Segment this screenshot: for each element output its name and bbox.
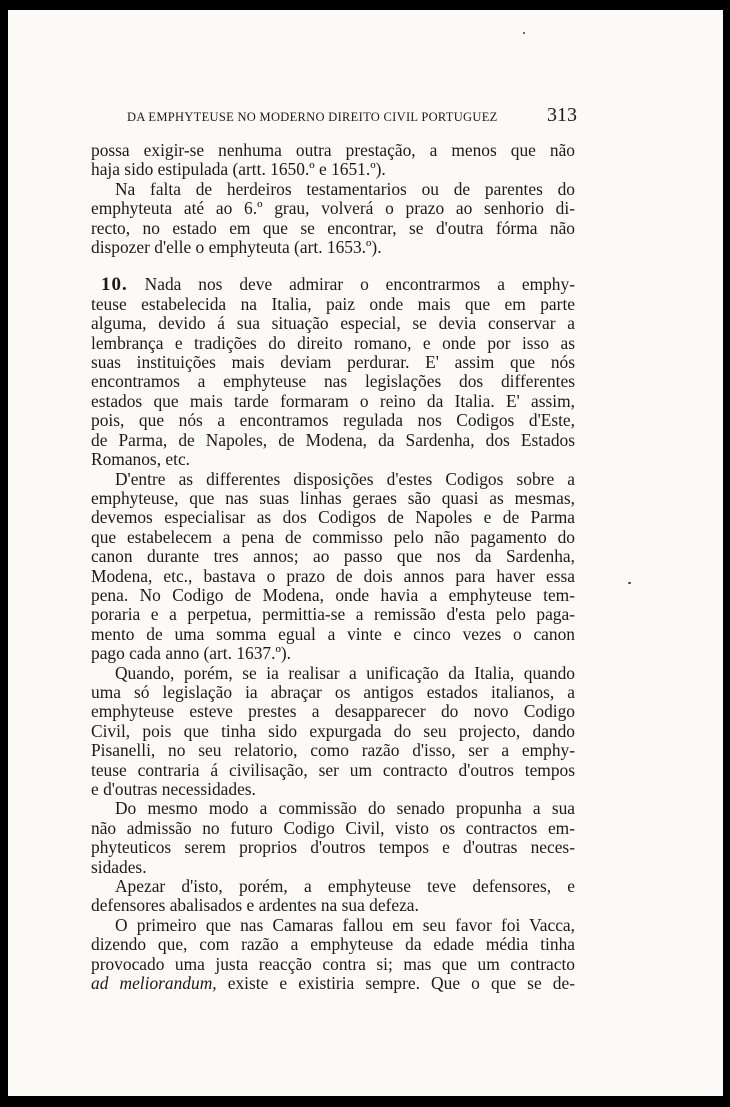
- text-line: Civil, pois que tinha sido expurgada do seu projecto, dando: [91, 720, 575, 741]
- paragraph-defenders: [91, 877, 575, 916]
- text-line: Do mesmo modo a commissão do senado propunha a sua: [115, 798, 575, 819]
- book-page: [8, 10, 723, 1096]
- text-line: emphyteuse esteve prestes a desapparecer do novo Codigo: [91, 701, 575, 722]
- page-header: [127, 104, 587, 130]
- text-line: provocado uma justa reacção contra si; mas que um contracto: [91, 953, 575, 974]
- text-line: phyteuticos serem proprios d'outros tempos e d'outras neces-: [91, 837, 575, 858]
- text-line: Romanos, etc.: [91, 449, 191, 470]
- text-line: não admissão no futuro Codigo Civil, visto os contractos em-: [91, 817, 575, 838]
- text-line: e d'outras necessidades.: [91, 779, 256, 799]
- text-line: emphyteuse, que nas suas linhas geraes são quasi as mesmas,: [91, 487, 575, 508]
- print-speck: [523, 32, 525, 34]
- print-speck: [628, 582, 631, 584]
- text-line: que estabelecem a pena de commisso pelo não pagamento do: [91, 526, 575, 547]
- text-line: Pisanelli, no seu relatorio, como razão d'isso, ser a emphy-: [91, 740, 575, 761]
- paragraph-senate: [91, 799, 575, 877]
- text-line: recto, no estado em que se encontrar, se d'outra fórma não: [91, 217, 575, 238]
- text-line: dizendo que, com razão a emphyteuse da edade média tinha: [91, 934, 575, 955]
- text-line: pena. No Codigo de Modena, onde havia a emphyteuse tem-: [91, 584, 575, 605]
- text-line: uma só legislação ia abraçar os antigos estados italianos, a: [91, 681, 575, 702]
- text-line: canon durante tres annos; ao passo que nos da Sardenha,: [91, 546, 575, 567]
- line-remainder: existe e existiria sempre. Que o que se de-: [216, 973, 575, 994]
- text-line: teuse estabelecida na Italia, paiz onde mais que em parte: [91, 293, 575, 314]
- paragraph-vacca: [91, 916, 575, 994]
- text-line: alguma, devido á sua situação especial, se devia conservar a: [91, 313, 575, 334]
- text-line: [91, 275, 575, 294]
- paragraph-heirs: [91, 180, 575, 258]
- text-line: Na falta de herdeiros testamentarios ou de parentes do: [115, 178, 575, 199]
- text-line: Apezar d'isto, porém, a emphyteuse teve defensores, e: [115, 876, 575, 897]
- text-line: haja sido estipulada (artt. 1650.º e 1651.º).: [91, 159, 386, 180]
- text-line: devemos especialisar as dos Codigos de Napoles e de Parma: [91, 507, 575, 528]
- text-line: defensores abalisados e ardentes na sua defeza.: [91, 895, 419, 916]
- text-line: poraria e a perpetua, permittia-se a remissão d'esta pelo paga-: [91, 604, 575, 625]
- body-text: [91, 141, 575, 993]
- text-line: sidades.: [91, 856, 147, 877]
- text-line: encontramos a emphyteuse nas legislações dos differentes: [91, 371, 575, 392]
- section-first-line: Nada nos deve admirar o encontrarmos a emphy-: [144, 274, 575, 295]
- text-line: mento de uma somma egual a vinte e cinco vezes o canon: [91, 623, 575, 644]
- text-line: pois, que nós a encontramos regulada nos Codigos d'Este,: [91, 410, 575, 431]
- text-line: emphyteuta até ao 6.º grau, volverá o prazo ao senhorio di-: [91, 198, 575, 219]
- text-line: estados que mais tarde formaram o reino da Italia. E' assim,: [91, 390, 575, 411]
- text-line: D'entre as differentes disposições d'estes Codigos sobre a: [115, 468, 575, 489]
- page-number: 313: [547, 104, 577, 126]
- text-line: dispozer d'elle o emphyteuta (art. 1653.º).: [91, 237, 382, 258]
- text-line: de Parma, de Napoles, de Modena, da Sardenha, dos Estados: [91, 429, 575, 450]
- section-number: 10.: [101, 274, 128, 296]
- running-title: DA EMPHYTEUSE NO MODERNO DIREITO CIVIL PORTUGUEZ: [127, 110, 498, 124]
- text-line: lembrança e tradições do direito romano, e onde por isso as: [91, 332, 575, 353]
- text-line: [91, 974, 575, 993]
- latin-phrase: ad meliorandum,: [91, 973, 217, 994]
- paragraph-unification: [91, 664, 575, 800]
- text-line: suas instituições mais deviam perdurar. E' assim que nós: [91, 352, 575, 373]
- text-line: teuse contraria á civilisação, ser um contracto d'outros tempos: [91, 759, 575, 780]
- text-line: possa exigir-se nenhuma outra prestação, a menos que não: [91, 140, 575, 160]
- text-line: pago cada anno (art. 1637.º).: [91, 643, 291, 664]
- section-10: [91, 275, 575, 469]
- section-gap: [91, 257, 575, 275]
- text-line: Quando, porém, se ia realisar a unificação da Italia, quando: [115, 662, 575, 683]
- text-line: Modena, etc., bastava o prazo de dois annos para haver essa: [91, 565, 575, 586]
- text-line: O primeiro que nas Camaras fallou em seu favor foi Vacca,: [115, 914, 575, 935]
- paragraph-continuation: [91, 141, 575, 180]
- paragraph-codes: [91, 470, 575, 664]
